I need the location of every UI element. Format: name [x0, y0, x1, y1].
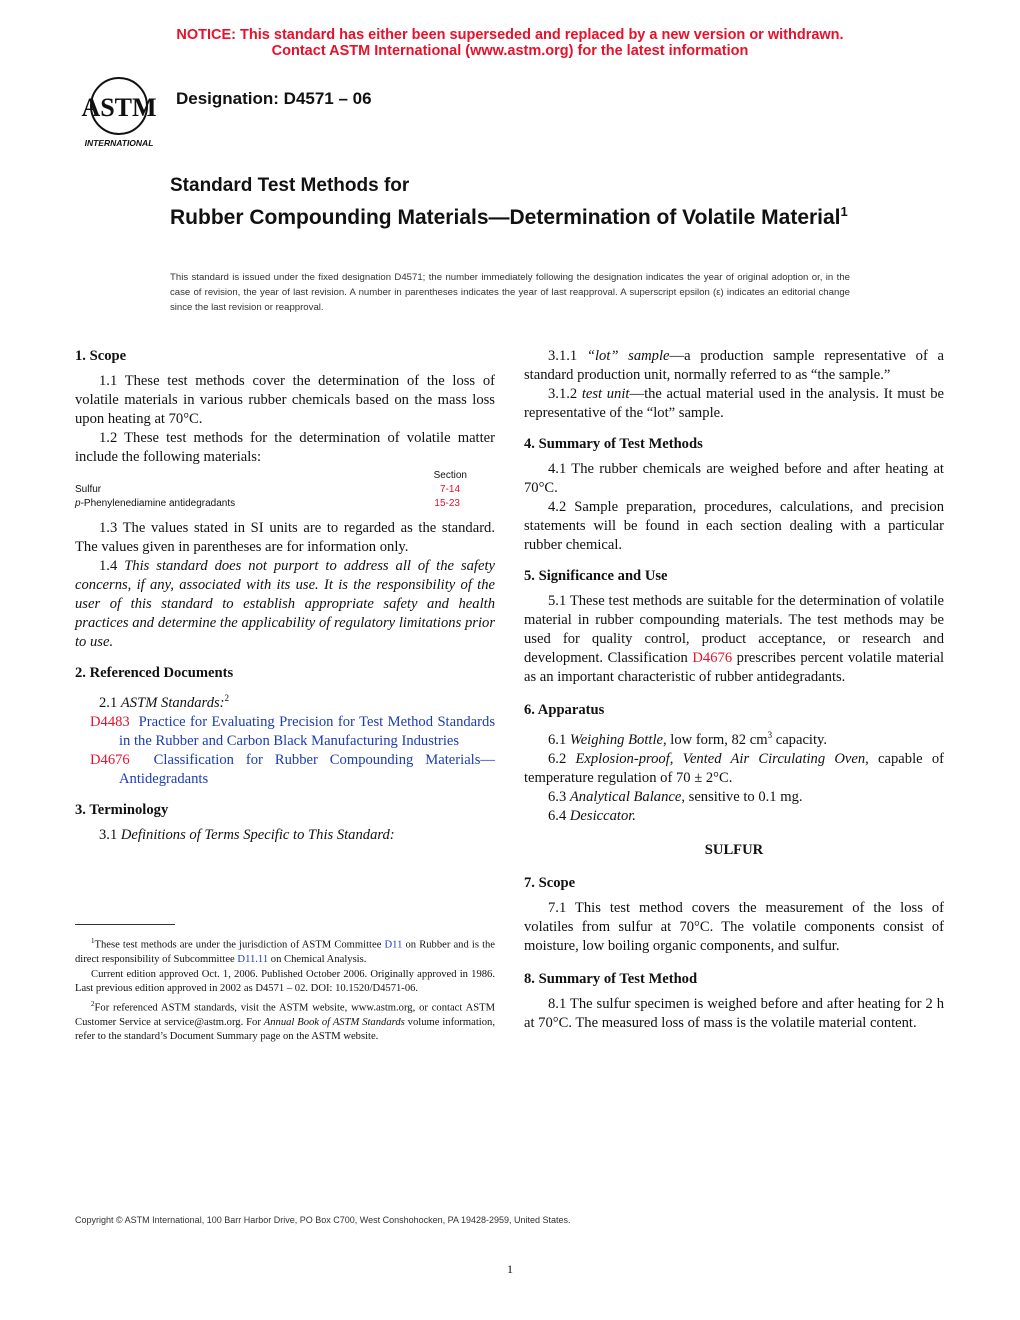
footnote-edition: Current edition approved Oct. 1, 2006. Published October 2006. Originally approved in 1986. Last previous edition approved in 2002 as D4571 – 02. DOI: 10.1520/D4571-06.	[75, 968, 495, 995]
para-5-1-text-b: prescribes percent volatile material as an important characteristic of rubber antidegradants.	[524, 650, 944, 685]
para-6-1	[524, 726, 944, 750]
table-row-name: Sulfur	[75, 484, 102, 495]
para-3-1-number: 3.1	[99, 826, 121, 843]
para-6-3-text: , sensitive to 0.1 mg.	[681, 788, 803, 805]
para-3-1-1-number: 3.1.1	[548, 348, 587, 364]
para-6-2-term: Explosion-proof, Vented Air Circulating Oven	[575, 750, 866, 767]
footnote-1-text-b: on Rubber and is the direct responsibility of Subcommittee	[75, 939, 496, 966]
left-column	[75, 347, 495, 845]
ref-title-link[interactable]: Practice for Evaluating Precision for Test Method Standards in the Rubber and Carbon Black Manufacturing Industries	[119, 713, 496, 749]
para-1-1: 1.1 These test methods cover the determination of the loss of volatile materials in various rubber chemicals based on the mass loss upon heating at 70°C.	[75, 373, 495, 427]
sulfur-heading: SULFUR	[704, 841, 764, 858]
para-2-1	[75, 689, 495, 713]
ref-item[interactable]	[90, 751, 495, 789]
para-5-1-text-a: 5.1 These test methods are suitable for the determination of volatile material in rubber compounding materials. The test methods may be used for quality control, product acceptance, or research and development. Classification	[524, 593, 944, 666]
section-3-heading: 3. Terminology	[75, 801, 169, 818]
copyright: Copyright © ASTM International, 100 Barr Harbor Drive, PO Box C700, West Conshohocken, PA 19428-2959, United States.	[75, 1215, 571, 1225]
footnote-2-italic: Annual Book of ASTM Standards	[263, 1016, 405, 1028]
footnote-1-text-a: These test methods are under the jurisdiction of ASTM Committee	[94, 939, 385, 951]
para-6-4	[524, 807, 944, 826]
materials-table	[75, 469, 495, 513]
section-4-heading: 4. Summary of Test Methods	[524, 436, 703, 452]
footnote-1	[75, 934, 495, 968]
table-row-section-link[interactable]: 15-23	[434, 498, 460, 509]
para-6-4-number: 6.4	[548, 807, 570, 824]
page-number: 1	[507, 1262, 513, 1276]
committee-link[interactable]: D11	[384, 939, 403, 951]
para-6-2-text: , capable of temperature regulation of 70 ± 2°C.	[524, 750, 944, 786]
para-6-3-number: 6.3	[548, 788, 570, 805]
astm-logo	[76, 74, 162, 152]
notice-line-2: Contact ASTM International (www.astm.org) for the latest information	[271, 43, 749, 59]
para-3-1-1-text: —a production sample representative of a standard production unit, normally referred to as “the sample.”	[524, 348, 944, 383]
issued-note: This standard is issued under the fixed designation D4571; the number immediately following the designation indicates the year of original adoption or, in the case of revision, the year of last revision. A number in parentheses indicates the year of last reapproval. A superscript epsilon (ε) indicates an editorial change since the last revision or reapproval.	[170, 272, 850, 313]
para-6-1-term: Weighing Bottle	[569, 731, 663, 748]
para-6-1-end: capacity.	[772, 731, 828, 748]
para-3-1-2	[524, 385, 944, 423]
para-1-3: 1.3 The values stated in SI units are to regarded as the standard. The values given in parentheses are for information only.	[75, 520, 495, 555]
ref-code-link[interactable]: D4483	[90, 713, 130, 730]
right-column	[524, 347, 944, 1033]
para-3-1-1-term: “lot” sample	[586, 348, 670, 364]
title-line-1: Standard Test Methods for	[170, 175, 410, 196]
logo-subtext: INTERNATIONAL	[84, 138, 154, 148]
section-1-heading: 1. Scope	[75, 348, 127, 364]
footnote-2-text-a: For referenced ASTM standards, visit the ASTM website, www.astm.org, or contact ASTM Customer Service at service@astm.org. For	[75, 1002, 495, 1028]
table-header-section: Section	[433, 470, 467, 481]
ref-title-link[interactable]: Classification for Rubber Compounding Materials—Antidegradants	[119, 751, 495, 787]
para-6-3-term: Analytical Balance	[569, 788, 682, 805]
para-3-1	[75, 826, 495, 845]
section-7-heading: 7. Scope	[524, 874, 576, 891]
subcommittee-link[interactable]: D11.11	[237, 954, 269, 966]
para-2-1-text: ASTM Standards:	[120, 694, 225, 711]
table-row	[75, 483, 495, 497]
para-1-4-text: This standard does not purport to address all of the safety concerns, if any, associated with its use. It is the responsibility of the user of this standard to establish appropriate safety and health practices and determine the applicability of regulatory limitations prior to use.	[75, 558, 495, 650]
ref-code-link[interactable]: D4676	[90, 751, 130, 768]
para-3-1-2-term: test unit	[581, 386, 630, 402]
title-line-2: Rubber Compounding Materials—Determination of Volatile Material	[170, 206, 841, 229]
title-main	[170, 199, 870, 230]
para-3-1-2-text: —the actual material used in the analysis. It must be representative of the “lot” sample.	[524, 386, 945, 421]
para-6-2-number: 6.2	[548, 750, 576, 767]
logo-text: ASTM	[81, 93, 157, 122]
footnote-divider	[75, 924, 175, 925]
section-5-heading: 5. Significance and Use	[524, 568, 668, 584]
table-row-section-link[interactable]: 7-14	[439, 484, 460, 495]
section-2-heading: 2. Referenced Documents	[75, 665, 234, 681]
footnote-2-text-b: volume information, refer to the standard’s Document Summary page on the ASTM website.	[75, 1016, 495, 1043]
para-3-1-1	[524, 347, 944, 385]
para-8-1: 8.1 The sulfur specimen is weighed before and after heating for 2 h at 70°C. The measured loss of mass is the volatile material content.	[524, 995, 944, 1031]
para-6-3	[524, 788, 944, 807]
section-8-heading: 8. Summary of Test Method	[524, 970, 698, 987]
para-2-1-number: 2.1	[99, 694, 121, 711]
footnote-1-text-c: on Chemical Analysis.	[268, 954, 367, 966]
para-1-4	[75, 557, 495, 652]
table-row-name: -Phenylenediamine antidegradants	[80, 498, 236, 509]
table-row	[75, 497, 495, 511]
para-6-1-sup: 3	[767, 730, 773, 740]
section-6-heading: 6. Apparatus	[524, 702, 605, 718]
para-7-1: 7.1 This test method covers the measurement of the loss of volatiles from sulfur at 70°C. The volatile components consist of moisture, low boiling organic components, and sulfur.	[524, 899, 944, 954]
para-6-4-term: Desiccator.	[569, 807, 636, 824]
para-3-1-2-number: 3.1.2	[548, 386, 582, 402]
para-6-1-number: 6.1	[548, 731, 570, 748]
para-4-1: 4.1 The rubber chemicals are weighed before and after heating at 70°C.	[524, 461, 944, 496]
classification-link[interactable]: D4676	[692, 650, 733, 666]
ref-item[interactable]	[90, 713, 495, 751]
footnote-1-mark: 1	[91, 937, 95, 945]
table-row-prefix: p	[75, 498, 81, 509]
title-footnote-mark: 1	[840, 204, 848, 219]
footnote-2	[75, 997, 495, 1045]
para-1-2: 1.2 These test methods for the determination of volatile matter include the following materials:	[75, 430, 495, 465]
para-2-1-sup: 2	[224, 693, 230, 703]
para-5-1	[524, 592, 944, 687]
para-4-2: 4.2 Sample preparation, procedures, calculations, and precision statements will be found in each section dealing with a particular rubber chemical.	[524, 499, 944, 553]
para-1-4-number: 1.4	[99, 558, 125, 574]
para-6-1-text: , low form, 82 cm	[662, 731, 768, 748]
footnotes	[75, 934, 495, 1045]
para-6-2	[524, 750, 944, 788]
designation: Designation: D4571 – 06	[176, 89, 372, 108]
notice-line-1: NOTICE: This standard has either been superseded and replaced by a new version or withdrawn.	[176, 27, 844, 43]
footnote-2-mark: 2	[91, 999, 95, 1008]
para-3-1-text: Definitions of Terms Specific to This Standard:	[120, 826, 395, 843]
